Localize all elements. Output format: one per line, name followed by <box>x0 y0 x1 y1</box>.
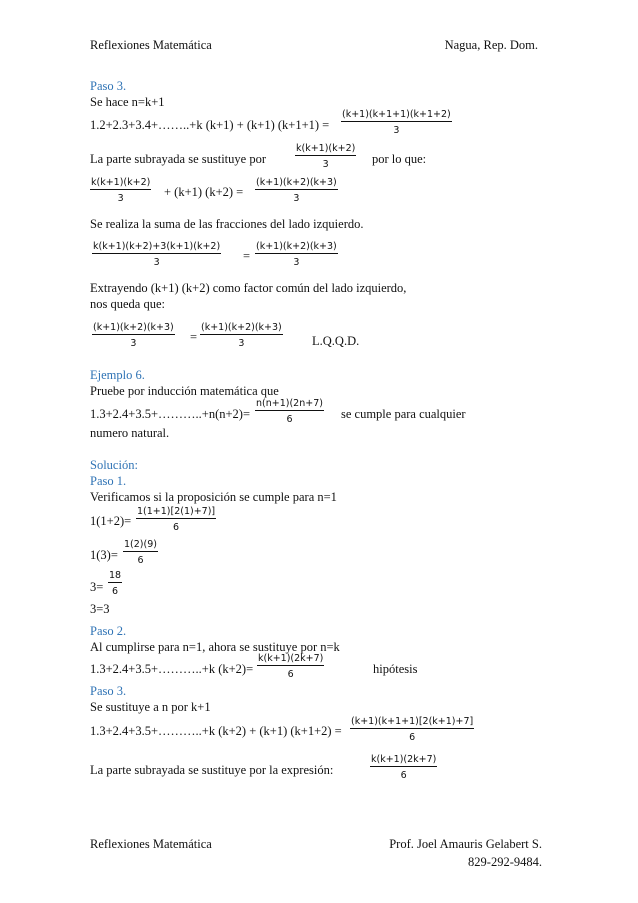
eq2-middle: + (k+1) (k+2) = <box>164 185 244 199</box>
line2-denominator: 6 <box>137 555 144 566</box>
substitution-numerator: k(k+1)(k+2) <box>296 143 356 154</box>
substitution-denominator: 3 <box>322 159 329 170</box>
step3b-title: Paso 3. <box>90 684 127 698</box>
step2-hypothesis: hipótesis <box>373 662 418 676</box>
eq4-right-numerator: (k+1)(k+2)(k+3) <box>201 322 282 333</box>
step2-fraction <box>257 653 324 680</box>
eq2-right-fraction <box>255 177 338 204</box>
eq1-numerator: (k+1)(k+1+1)(k+1+2) <box>342 109 451 120</box>
extract-text-2: nos queda que: <box>90 297 165 311</box>
line1-lhs: 1(1+2)= <box>90 514 132 528</box>
step3b-numerator: (k+1)(k+1+1)[2(k+1)+7] <box>351 716 474 727</box>
footer-phone: 829-292-9484. <box>468 855 542 869</box>
example6-tail-2: numero natural. <box>90 426 170 440</box>
footer-left: Reflexiones Matemática <box>90 837 212 851</box>
substitution-tail: por lo que: <box>372 152 427 166</box>
eq3-right-denominator: 3 <box>293 257 300 268</box>
step2-lhs: 1.3+2.4+3.5+………..+k (k+2)= <box>90 662 254 676</box>
line2-numerator: 1(2)(9) <box>124 539 157 550</box>
line1-fraction <box>136 506 216 533</box>
line2-fraction <box>123 539 158 566</box>
line1-numerator: 1(1+1)[2(1)+7)] <box>137 506 216 517</box>
step2-denominator: 6 <box>287 669 294 680</box>
step1-title: Paso 1. <box>90 474 127 488</box>
line2-lhs: 1(3)= <box>90 548 118 562</box>
line1-denominator: 6 <box>173 522 180 533</box>
example6-prompt: Pruebe por inducción matemática que <box>90 384 279 398</box>
example6-lhs: 1.3+2.4+3.5+………..+n(n+2)= <box>90 407 250 421</box>
step3b-substitution-fraction <box>370 754 437 781</box>
eq3-equals: = <box>243 249 251 263</box>
eq2-right-numerator: (k+1)(k+2)(k+3) <box>256 177 337 188</box>
eq4-right-fraction <box>200 322 283 349</box>
solution-title: Solución: <box>90 458 138 472</box>
step3b-substitution-numerator: k(k+1)(2k+7) <box>371 754 437 765</box>
step2-title: Paso 2. <box>90 624 127 638</box>
example6-title: Ejemplo 6. <box>90 368 145 382</box>
step3-title: Paso 3. <box>90 79 127 93</box>
eq3-left-numerator: k(k+1)(k+2)+3(k+1)(k+2) <box>93 241 221 252</box>
eq1-denominator: 3 <box>393 125 400 136</box>
line3-numerator: 18 <box>109 570 122 581</box>
header-right: Nagua, Rep. Dom. <box>444 38 538 52</box>
example6-denominator: 6 <box>286 414 293 425</box>
eq3-left-fraction <box>92 241 221 268</box>
step3b-fraction <box>350 716 474 743</box>
eq2-left-fraction <box>90 177 151 204</box>
substitution-fraction <box>295 143 356 170</box>
eq3-right-numerator: (k+1)(k+2)(k+3) <box>256 241 337 252</box>
footer-author: Prof. Joel Amauris Gelabert S. <box>389 837 542 851</box>
example6-fraction <box>255 398 324 425</box>
eq1-lhs: 1.2+2.3+3.4+……..+k (k+1) + (k+1) (k+1+1) = <box>90 118 330 132</box>
lqqd: L.Q.Q.D. <box>312 334 360 348</box>
eq3-left-denominator: 3 <box>153 257 160 268</box>
step2-text: Al cumplirse para n=1, ahora se sustituye por n=k <box>90 640 340 654</box>
example6-tail: se cumple para cualquier <box>341 407 466 421</box>
eq2-left-numerator: k(k+1)(k+2) <box>91 177 151 188</box>
step3b-substitution-text: La parte subrayada se sustituye por la expresión: <box>90 763 334 777</box>
step3b-denominator: 6 <box>409 732 416 743</box>
sum-text: Se realiza la suma de las fracciones del lado izquierdo. <box>90 217 364 231</box>
example6-numerator: n(n+1)(2n+7) <box>256 398 323 409</box>
extract-text-1: Extrayendo (k+1) (k+2) como factor común del lado izquierdo, <box>90 281 407 295</box>
line3-denominator: 6 <box>112 586 119 597</box>
line4: 3=3 <box>90 602 110 616</box>
eq2-left-denominator: 3 <box>117 193 124 204</box>
step1-text: Verificamos si la proposición se cumple para n=1 <box>90 490 337 504</box>
line3-fraction <box>108 570 122 597</box>
eq1-fraction <box>341 109 452 136</box>
step3b-lhs: 1.3+2.4+3.5+………..+k (k+2) + (k+1) (k+1+2) = <box>90 724 342 738</box>
line3-lhs: 3= <box>90 580 104 594</box>
step2-numerator: k(k+1)(2k+7) <box>258 653 324 664</box>
eq3-right-fraction <box>255 241 338 268</box>
step3b-text: Se sustituye a n por k+1 <box>90 700 211 714</box>
eq4-right-denominator: 3 <box>238 338 245 349</box>
eq2-right-denominator: 3 <box>293 193 300 204</box>
step3b-substitution-denominator: 6 <box>400 770 407 781</box>
substitution-text: La parte subrayada se sustituye por <box>90 152 266 166</box>
eq4-left-fraction <box>92 322 175 349</box>
eq4-left-numerator: (k+1)(k+2)(k+3) <box>93 322 174 333</box>
header-left: Reflexiones Matemática <box>90 38 212 52</box>
eq4-equals: = <box>190 330 198 344</box>
eq4-left-denominator: 3 <box>130 338 137 349</box>
step3-intro: Se hace n=k+1 <box>90 95 165 109</box>
